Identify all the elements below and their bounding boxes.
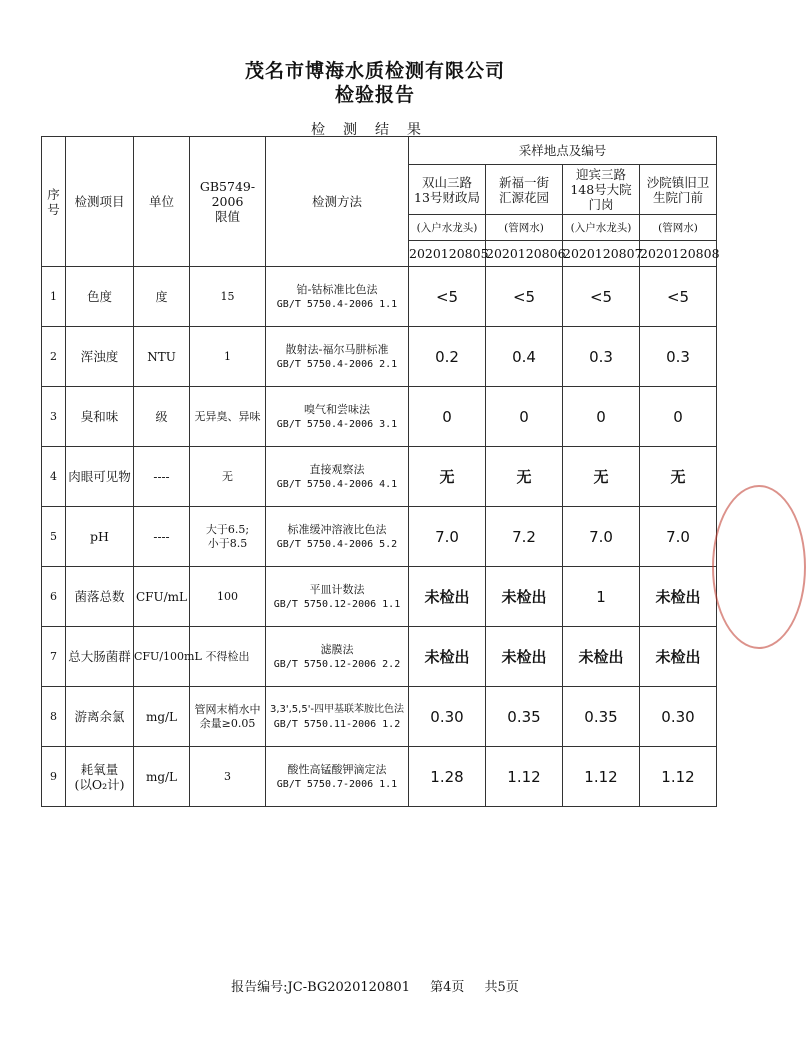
site-name: 沙院镇旧卫 生院门前 (640, 165, 717, 215)
header-limit: GB5749-2006 限值 (190, 137, 266, 267)
row-unit: NTU (134, 327, 190, 387)
row-value: 无 (640, 447, 717, 507)
row-number: 5 (42, 507, 66, 567)
row-value: 1.28 (409, 747, 486, 807)
row-value: 无 (486, 447, 563, 507)
row-item: pH (66, 507, 134, 567)
site-type: (入户水龙头) (563, 215, 640, 241)
row-limit: 不得检出 (190, 627, 266, 687)
header-seq: 序号 (42, 137, 66, 267)
row-value: <5 (640, 267, 717, 327)
row-unit: 级 (134, 387, 190, 447)
header-unit: 单位 (134, 137, 190, 267)
table-row (42, 267, 717, 327)
row-limit: 无 (190, 447, 266, 507)
row-number: 1 (42, 267, 66, 327)
row-method: 3,3',5,5'-四甲基联苯胺比色法 GB/T 5750.11-2006 1.2 (266, 687, 409, 747)
row-item: 臭和味 (66, 387, 134, 447)
row-method: 散射法-福尔马肼标准 GB/T 5750.4-2006 2.1 (266, 327, 409, 387)
site-code: 2020120808 (640, 241, 717, 267)
row-value: 0.3 (563, 327, 640, 387)
site-name: 双山三路 13号财政局 (409, 165, 486, 215)
row-value: 未检出 (640, 567, 717, 627)
row-value: 1.12 (486, 747, 563, 807)
row-value: 0 (486, 387, 563, 447)
row-value: 1 (563, 567, 640, 627)
row-number: 2 (42, 327, 66, 387)
row-value: <5 (409, 267, 486, 327)
page-number: 第4页 (430, 980, 465, 995)
header-method: 检测方法 (266, 137, 409, 267)
row-value: 0.35 (563, 687, 640, 747)
row-unit: ---- (134, 447, 190, 507)
site-type: (管网水) (486, 215, 563, 241)
row-value: 0.30 (640, 687, 717, 747)
row-method: 嗅气和尝味法 GB/T 5750.4-2006 3.1 (266, 387, 409, 447)
row-value: 0 (563, 387, 640, 447)
row-unit: CFU/mL (134, 567, 190, 627)
row-value: 未检出 (486, 627, 563, 687)
company-seal (712, 485, 806, 649)
row-item: 耗氧量 (以O₂计) (66, 747, 134, 807)
company-name: 茂名市博海水质检测有限公司 (244, 60, 505, 82)
row-limit: 15 (190, 267, 266, 327)
row-value: 0.30 (409, 687, 486, 747)
row-value: 未检出 (563, 627, 640, 687)
table-row (42, 627, 717, 687)
report-footer (0, 976, 750, 995)
header-sampling: 采样地点及编号 (409, 137, 717, 165)
row-limit: 无异臭、异味 (190, 387, 266, 447)
row-value: 未检出 (640, 627, 717, 687)
row-value: 0 (409, 387, 486, 447)
row-item: 总大肠菌群 (66, 627, 134, 687)
row-unit: mg/L (134, 687, 190, 747)
row-value: 7.0 (640, 507, 717, 567)
table-row (42, 747, 717, 807)
row-unit: ---- (134, 507, 190, 567)
row-value: 0.2 (409, 327, 486, 387)
row-value: 1.12 (563, 747, 640, 807)
row-item: 肉眼可见物 (66, 447, 134, 507)
table-row (42, 687, 717, 747)
row-unit: mg/L (134, 747, 190, 807)
row-item: 游离余氯 (66, 687, 134, 747)
results-table (41, 136, 720, 807)
row-limit: 100 (190, 567, 266, 627)
row-number: 3 (42, 387, 66, 447)
row-item: 菌落总数 (66, 567, 134, 627)
page-total: 共5页 (484, 980, 519, 995)
row-limit: 1 (190, 327, 266, 387)
row-value: 未检出 (486, 567, 563, 627)
row-value: 1.12 (640, 747, 717, 807)
row-number: 7 (42, 627, 66, 687)
row-method: 直接观察法 GB/T 5750.4-2006 4.1 (266, 447, 409, 507)
table-row (42, 327, 717, 387)
row-value: 7.0 (409, 507, 486, 567)
table-row (42, 507, 717, 567)
table-row (42, 387, 717, 447)
header-item: 检测项目 (66, 137, 134, 267)
site-name: 新福一街 汇源花园 (486, 165, 563, 215)
report-number: 报告编号:JC-BG2020120801 (231, 980, 410, 995)
row-unit: CFU/100mL (134, 627, 190, 687)
row-value: <5 (563, 267, 640, 327)
site-code: 2020120806 (486, 241, 563, 267)
table-row (42, 567, 717, 627)
row-value: 0.3 (640, 327, 717, 387)
row-method: 酸性高锰酸钾滴定法 GB/T 5750.7-2006 1.1 (266, 747, 409, 807)
row-number: 4 (42, 447, 66, 507)
site-type: (入户水龙头) (409, 215, 486, 241)
site-name: 迎宾三路 148号大院 门岗 (563, 165, 640, 215)
table-row (42, 447, 717, 507)
row-limit: 3 (190, 747, 266, 807)
row-value: 7.2 (486, 507, 563, 567)
row-value: 未检出 (409, 627, 486, 687)
row-method: 平皿计数法 GB/T 5750.12-2006 1.1 (266, 567, 409, 627)
row-number: 6 (42, 567, 66, 627)
row-item: 浑浊度 (66, 327, 134, 387)
row-value: 0.4 (486, 327, 563, 387)
row-number: 8 (42, 687, 66, 747)
row-value: 0 (640, 387, 717, 447)
report-title: 检验报告 (334, 84, 415, 106)
row-value: 无 (409, 447, 486, 507)
row-unit: 度 (134, 267, 190, 327)
row-method: 铂-钴标准比色法 GB/T 5750.4-2006 1.1 (266, 267, 409, 327)
row-limit: 管网末梢水中 余量≥0.05 (190, 687, 266, 747)
row-value: 无 (563, 447, 640, 507)
site-type: (管网水) (640, 215, 717, 241)
row-method: 标准缓冲溶液比色法 GB/T 5750.4-2006 5.2 (266, 507, 409, 567)
row-value: 未检出 (409, 567, 486, 627)
site-code: 2020120807 (563, 241, 640, 267)
row-method: 滤膜法 GB/T 5750.12-2006 2.2 (266, 627, 409, 687)
row-number: 9 (42, 747, 66, 807)
row-item: 色度 (66, 267, 134, 327)
row-value: 0.35 (486, 687, 563, 747)
site-code: 2020120805 (409, 241, 486, 267)
row-value: <5 (486, 267, 563, 327)
section-title: 检测结果 (311, 122, 439, 138)
row-limit: 大于6.5; 小于8.5 (190, 507, 266, 567)
row-value: 7.0 (563, 507, 640, 567)
